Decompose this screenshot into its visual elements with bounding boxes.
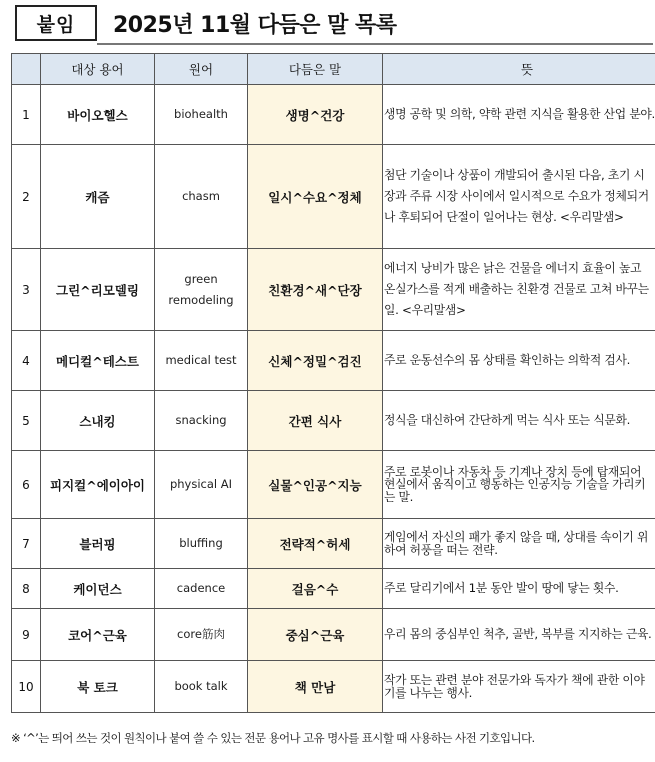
attachment-badge: 붙임 [15, 5, 97, 41]
original-word [155, 569, 248, 609]
table-row [12, 249, 655, 331]
title-underline [97, 43, 653, 45]
meaning-line: 나 후퇴되어 단절이 일어나는 현상. <우리말샘> [384, 210, 624, 224]
row-number: 7 [12, 519, 41, 569]
refined-word: 일시^수요^정체 [248, 145, 383, 249]
row-number: 1 [12, 85, 41, 145]
original-word-line: green [184, 271, 218, 286]
footnote: ※ ‘^’는 띄어 쓰는 것이 원칙이나 붙여 쓸 수 있는 전문 용어나 고유 명사를 표시할 때 사용하는 사전 기호입니다. [11, 731, 535, 745]
col-header-term: 대상 용어 [41, 54, 155, 85]
meaning [383, 391, 655, 451]
terms-table-container [11, 53, 655, 719]
meaning-line: 첨단 기술이나 상품이 개발되어 출시된 다음, 초기 시 [384, 168, 645, 182]
meaning [383, 249, 655, 331]
original-word [155, 609, 248, 661]
col-header-number [12, 54, 41, 85]
target-term: 피지컬^에이아이 [41, 451, 155, 519]
original-word [155, 249, 248, 331]
refined-word: 걸음^수 [248, 569, 383, 609]
target-term: 스내킹 [41, 391, 155, 451]
original-word [155, 661, 248, 713]
col-header-original: 원어 [155, 54, 248, 85]
meaning-line: 주로 로봇이나 자동차 등 기계나 장치 등에 탑재되어 [384, 464, 642, 479]
meaning-line: 에너지 낭비가 많은 낡은 건물을 에너지 효율이 높고 [384, 261, 642, 275]
original-word [155, 85, 248, 145]
row-number: 10 [12, 661, 41, 713]
refined-word: 전략적^허세 [248, 519, 383, 569]
original-word [155, 145, 248, 249]
row-number: 4 [12, 331, 41, 391]
table-row [12, 661, 655, 713]
meaning [383, 661, 655, 713]
refined-word: 친환경^새^단장 [248, 249, 383, 331]
table-row [12, 85, 655, 145]
meaning-line: 온실가스를 적게 배출하는 친환경 건물로 고쳐 바꾸는 [384, 282, 649, 296]
meaning-line: 는 말. [384, 489, 414, 504]
row-number: 6 [12, 451, 41, 519]
target-term: 그린^리모델링 [41, 249, 155, 331]
original-word-line: physical AI [169, 477, 233, 491]
original-word-line: cadence [176, 581, 226, 595]
meaning-line: 생명 공학 및 의학, 약학 관련 지식을 활용한 산업 분야. [384, 107, 655, 121]
table-row [12, 519, 655, 569]
row-number: 9 [12, 609, 41, 661]
meaning [383, 145, 655, 249]
original-word-line: chasm [182, 189, 220, 203]
target-term: 메디컬^테스트 [41, 331, 155, 391]
meaning-line: 기를 나누는 행사. [384, 685, 473, 700]
meaning [383, 569, 655, 609]
target-term: 케이던스 [41, 569, 155, 609]
row-number: 8 [12, 569, 41, 609]
col-header-meaning: 뜻 [383, 54, 655, 85]
refined-word: 생명^건강 [248, 85, 383, 145]
original-word [155, 391, 248, 451]
meaning-line: 주로 달리기에서 1분 동안 발이 땅에 닿는 횟수. [384, 581, 619, 595]
target-term: 캐즘 [41, 145, 155, 249]
meaning [383, 85, 655, 145]
document-header [15, 5, 653, 45]
meaning-line: 우리 몸의 중심부인 척추, 골반, 복부를 지지하는 근육. [384, 627, 652, 641]
refined-word: 간편 식사 [248, 391, 383, 451]
row-number: 3 [12, 249, 41, 331]
original-word-line: snacking [175, 413, 227, 427]
meaning-line: 일. <우리말샘> [384, 303, 466, 317]
refined-word: 중심^근육 [248, 609, 383, 661]
meaning-line: 정식을 대신하여 간단하게 먹는 식사 또는 식문화. [384, 413, 631, 427]
table-row [12, 569, 655, 609]
meaning [383, 451, 655, 519]
table-row [12, 391, 655, 451]
refined-word: 실물^인공^지능 [248, 451, 383, 519]
original-word [155, 519, 248, 569]
refined-word: 신체^정밀^검진 [248, 331, 383, 391]
meaning-line: 현실에서 움직이고 행동하는 인공지능 기술을 가리키 [384, 477, 646, 492]
row-number: 5 [12, 391, 41, 451]
table-row [12, 145, 655, 249]
col-header-refined: 다듬은 말 [248, 54, 383, 85]
page-title: 2025년 11월 다듬은 말 목록 [113, 13, 397, 38]
original-word-line: book talk [174, 679, 228, 693]
target-term: 바이오헬스 [41, 85, 155, 145]
meaning-line: 게임에서 자신의 패가 좋지 않을 때, 상대를 속이기 위 [384, 530, 649, 544]
meaning-line: 하여 허풍을 떠는 전략. [384, 542, 498, 557]
target-term: 코어^근육 [41, 609, 155, 661]
target-term: 북 토크 [41, 661, 155, 713]
refined-word: 책 만남 [248, 661, 383, 713]
meaning [383, 519, 655, 569]
meaning [383, 331, 655, 391]
row-number: 2 [12, 145, 41, 249]
original-word-line: bluffing [179, 536, 223, 550]
meaning [383, 609, 655, 661]
original-word-line: remodeling [168, 292, 234, 307]
original-word-line: medical test [165, 353, 237, 367]
original-word [155, 451, 248, 519]
table-row [12, 331, 655, 391]
meaning-line: 작가 또는 관련 분야 전문가와 독자가 책에 관한 이야 [384, 673, 645, 687]
table-header-row [12, 54, 655, 85]
meaning-line: 주로 운동선수의 몸 상태를 확인하는 의학적 검사. [384, 353, 631, 367]
terms-table [11, 53, 655, 713]
table-row [12, 451, 655, 519]
original-word-line: biohealth [174, 107, 228, 121]
original-word-line: core筋肉 [177, 627, 225, 641]
table-row [12, 609, 655, 661]
original-word [155, 331, 248, 391]
target-term: 블러핑 [41, 519, 155, 569]
meaning-line: 장과 주류 시장 사이에서 일시적으로 수요가 정체되거 [384, 189, 649, 203]
